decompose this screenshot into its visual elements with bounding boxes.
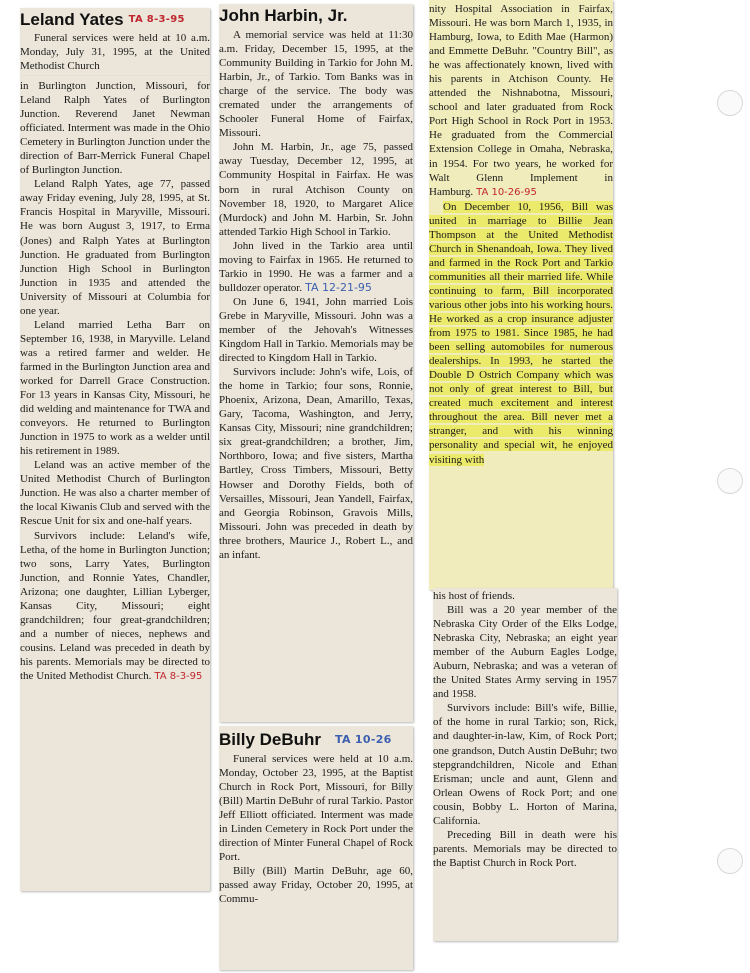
- debuhr-paragraph: [429, 200, 613, 467]
- billy-debuhr-continued-clipping: [429, 0, 613, 590]
- leland-yates-title: Leland Yates: [20, 10, 124, 29]
- leland-paragraph: [20, 529, 210, 685]
- harbin-paragraph: Survivors include: John's wife, Lois, of the home in Tarkio; four sons, Ronnie, Phoenix, Arizona, Dean, Amarillo, Texas, Gary, Tacoma, Washington, and Jerry, Kansas City, Missouri; nine grandchildren; six great-grandchildren; a brother, Jim, Northboro, Iowa; and five sisters, Martha Bartley, Cross Timbers, Missouri, Betty Howser and Dorothy Fields, both of Versailles, Missouri, Jean Yandell, Fairfax, and Georgia Robinson, Gravois Mills, Missouri. John was preceded in death by three brothers, Maurice J., Robert L., and an infant.: [219, 366, 413, 561]
- leland-survivors-text: Survivors include: Leland's wife, Letha, of the home in Burlington Junction; two sons, Larry Yates, Burlington Junction, and Ronnie Yates, Chandler, Arizona; one daughter, Lillian Lyberger, Kansas City, Missouri; eight grandchildren; four great-grandchildren; and a number of nieces, nephews and cousins. Leland was preceded in death by his parents. Memorials may be directed to the United Methodist Church.: [20, 529, 210, 682]
- harbin-paragraph: [219, 239, 413, 295]
- leland-yates-headline: [20, 10, 210, 29]
- billy-debuhr-continued-lower-clipping: [433, 588, 617, 941]
- leland-yates-head-clipping: [20, 8, 210, 76]
- highlighted-text: On December 10, 1956, Bill was united in marriage to Billie Jean Thompson at the United Methodist Church in Shenandoah, Iowa. They lived and farmed in the Rock Port and Tarkio communities all their married life. While continuing to farm, Bill incorporated various other jobs into his working hours. He worked as a crop insurance adjuster from 1975 to 1981. Since 1985, he had been selling automobiles for numerous dealerships. In 1993, he started the Double D Ostrich Company which was not only of great interest to Bill, but created much excitement and interest throughout the area. Bill never met a stranger, and with his winning personality and special wit, he enjoyed visiting with: [429, 200, 613, 466]
- debuhr-paragraph: Bill was a 20 year member of the Nebraska City Order of the Elks Lodge, Nebraska City, Nebraska; an eight year member of the Auburn Eagles Lodge, Auburn, Nebraska; and was a veteran of the United States Army serving in 1957 and 1958.: [433, 604, 617, 701]
- billy-debuhr-title: Billy DeBuhr: [219, 730, 322, 749]
- john-harbin-clipping: [219, 4, 413, 722]
- handwritten-date-note: TA 12-21-95: [305, 280, 372, 294]
- billy-debuhr-headline: [219, 730, 413, 749]
- billy-debuhr-clipping: [219, 726, 413, 970]
- harbin-paragraph: On June 6, 1941, John married Lois Grebe in Maryville, Missouri. John was a member of the Jehovah's Witnesses Kingdom Hall in Tarkio. Memorials may be directed to Kingdom Hall in Tarkio.: [219, 295, 413, 365]
- john-harbin-title: John Harbin, Jr.: [219, 6, 348, 25]
- punch-hole: [717, 848, 743, 874]
- handwritten-date-note: TA 10-26-95: [476, 186, 537, 198]
- debuhr-paragraph: his host of friends.: [433, 590, 515, 602]
- handwritten-date-note: TA 10-26: [335, 732, 392, 746]
- leland-paragraph: Funeral services were held at 10 a.m. Monday, July 31, 1995, at the United Methodist Church: [20, 32, 210, 73]
- leland-paragraph: Leland was an active member of the United Methodist Church of Burlington Junction. He was also a charter member of the local Kiwanis Club and served with the Rescue Unit for six and one-half years.: [20, 459, 210, 528]
- debuhr-paragraph: Preceding Bill in death were his parents. Memorials may be directed to the Baptist Church in Rock Port.: [433, 828, 617, 869]
- debuhr-paragraph: Funeral services were held at 10 a.m. Monday, October 23, 1995, at the Baptist Church in Rock Port, Missouri, for Billy (Bill) Martin DeBuhr of rural Tarkio. Pastor Jeff Elliott officiated. Interment was made in Linden Cemetery in Rock Port under the direction of Minter Funeral Chapel of Rock Port.: [219, 753, 413, 864]
- john-harbin-headline: [219, 6, 413, 25]
- punch-hole: [717, 468, 743, 494]
- debuhr-paragraph: [429, 2, 613, 200]
- leland-paragraph: in Burlington Junction, Missouri, for Leland Ralph Yates of Burlington Junction. Reverend Janet Newman officiated. Interment was made in the Ohio Cemetery in Burlington Junction under the direction of Barr-Merrick Funeral Chapel of Burlington Junction.: [20, 80, 210, 177]
- leland-paragraph: Leland married Letha Barr on September 16, 1938, in Maryville. Leland was a retired farmer and welder. He farmed in the Burlington Junction area and worked for Darrell Grace Construction. For 13 years in Kansas City, Missouri, he did welding and maintenance for TWA and conveyors. He returned to Burlington Junction in 1975 to work as a welder until his retirement in 1989.: [20, 318, 210, 458]
- harbin-career-text: John lived in the Tarkio area until moving to Fairfax in 1965. He returned to Tarkio in 1990. He was a farmer and a bulldozer operator.: [219, 239, 413, 294]
- harbin-paragraph: John M. Harbin, Jr., age 75, passed away Tuesday, December 12, 1995, at Community Hospital in Fairfax. He was born in rural Atchison County on November 18, 1920, to Margaret Alice (Murdock) and John M. Harbin, Sr. John attended Tarkio High School in Tarkio.: [219, 141, 413, 238]
- debuhr-biography-text: nity Hospital Association in Fairfax, Missouri. He was born March 1, 1935, in Hamburg, Iowa, to Edith Mae (Harmon) and Emmette DeBuhr. "Country Bill", as he was affectionately known, lived with his parents in Atchison County. He attended the Nishnabotna, Missouri, school and later graduated from Rock Port High School in Rock Port in 1953. He graduated from the Commercial Extension College in Omaha, Nebraska, in 1954. For two years, he worked for Walt Glenn Implement in Hamburg.: [429, 3, 613, 198]
- handwritten-date-note: TA 8-3-95: [154, 670, 203, 682]
- debuhr-paragraph: Billy (Bill) Martin DeBuhr, age 60, passed away Friday, October 20, 1995, at Commu-: [219, 865, 413, 906]
- harbin-paragraph: A memorial service was held at 11:30 a.m. Friday, December 15, 1995, at the Community Building in Tarkio for John M. Harbin, Jr., of Tarkio. Tom Banks was in charge of the service. The body was cremated under the arrangements of Schooler Funeral Home of Fairfax, Missouri.: [219, 29, 413, 140]
- punch-hole: [717, 90, 743, 116]
- leland-paragraph: Leland Ralph Yates, age 77, passed away Friday evening, July 28, 1995, at St. Francis Hospital in Maryville, Missouri. He was born August 3, 1917, to Erma (Jones) and Ralph Yates at Burlington Junction. He graduated from Burlington Junction High School in Burlington Junction in 1935 and attended the University of Missouri at Columbia for one year.: [20, 178, 210, 317]
- handwritten-date-note: TA 8-3-95: [128, 13, 185, 25]
- leland-yates-body-clipping: [20, 76, 210, 891]
- debuhr-paragraph: Survivors include: Bill's wife, Billie, of the home in rural Tarkio; son, Rick, and daughter-in-law, Kim, of Rock Port; one grandson, Dutch Austin DeBuhr; two stepgrandchildren, Nicole and Ethan Erisman; uncle and aunt, Glenn and Orlean Owens of Rock Port; and one cousin, Bobby L. Horton of Marina, California.: [433, 702, 617, 827]
